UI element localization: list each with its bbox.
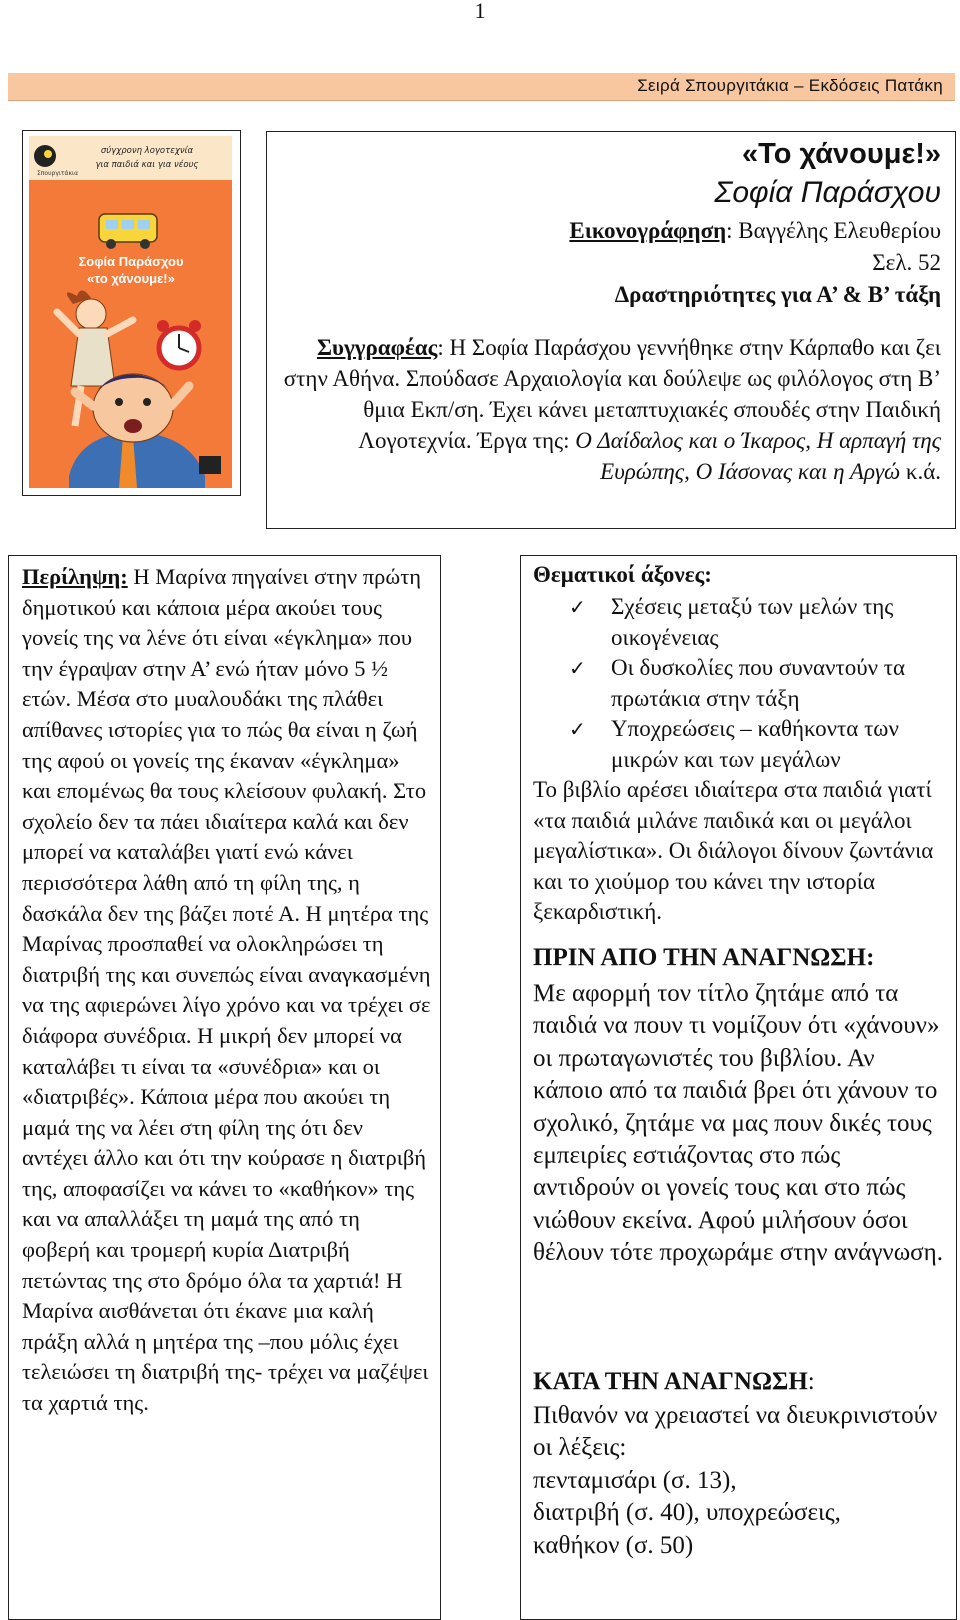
cover-title: «το χάνουμε!» <box>87 271 175 286</box>
during-reading-text <box>533 1400 948 1562</box>
checkmark-icon: ✓ <box>569 717 586 741</box>
checkmark-icon: ✓ <box>569 595 586 619</box>
theme-item <box>569 592 939 653</box>
before-reading-text: Με αφορμή τον τίτλο ζητάμε από τα παιδιά να πουν τι νομίζουν ότι «χάνουν» οι πρωταγωνιστές του βιβλίου. Αν κάποιο από τα παιδιά βρει ότι χάνουν το σχολικό, ζητάμε να μας πουν δικές τους εμπειρίες εστιάζοντας στο πώς αντιδρούν οι γονείς τους και στο πώς νιώθουν εκείνα. Αφού μιλήσουν όσοι θέλουν τότε προχωράμε στην ανάγνωση. <box>533 980 943 1267</box>
author-bio-label: Συγγραφέας <box>316 335 438 360</box>
author-bio <box>283 332 941 487</box>
illustrator-name: : Βαγγέλης Ελευθερίου <box>726 218 941 243</box>
series-header <box>8 73 955 101</box>
vocabulary-word: διατριβή (σ. 40), υποχρεώσεις, <box>533 1499 841 1527</box>
themes-note: Το βιβλίο αρέσει ιδιαίτερα στα παιδιά γιατί «τα παιδιά μιλάνε παιδικά και οι μεγάλοι μεγαλίστικα». Οι διάλογοι δίνουν ζωντάνια και το χιούμορ του κάνει την ιστορία ξεκαρδιστική. <box>533 777 934 924</box>
themes-list <box>569 592 939 775</box>
summary-paragraph <box>22 562 432 1419</box>
cover-tagline-1: σύγχρονη λογοτεχνία <box>100 146 194 156</box>
cover-publisher-mark: Σπουργιτάκια <box>37 170 79 177</box>
during-reading-colon: : <box>807 1368 815 1395</box>
illustrator-label: Εικονογράφηση <box>569 218 727 243</box>
summary-text: Η Μαρίνα πηγαίνει στην πρώτη δημοτικού και κάποια μέρα ακούει τους γονείς της να λένε ότι είναι «έγκλημα» που την έγραψαν στην Α’ ενώ ήταν μόνο 5 ½ ετών. Μέσα στο μυαλουδάκι της πλάθει απίθανες ιστορίες για το πώς θα είναι η ζωή της αφού οι γονείς της έκαναν «έγκλημα» και επομένως θα τους κλείσουν φυλακή. Στο σχολείο δεν τα πάει ιδιαίτερα καλά και δεν μπορεί να καταλάβει γιατί ενώ κάνει περισσότερα λάθη από τη φίλη της, η δασκάλα δεν της βάζει ποτέ Α. Η μητέρα της Μαρίνας προσπαθεί να ολοκληρώσει τη διατριβή της και συνεπώς είναι αναγκασμένη να της αφιερώνει λίγο χρόνο και να τρέχει σε διάφορα συνέδρια. Η μικρή δεν μπορεί να καταλάβει τι είναι τα «συνέδρια» και οι «διατριβές». Κάποια μέρα που ακούει τη μαμά της να λέει στη φίλη της ότι δεν αντέχει άλλο και ότι την κούρασε η διατριβή της, αποφασίζει να κάνει το «καθήκον» της και να απαλλάξει τη μαμά της από τη φοβερή και τρομερή κυρία Διατριβή πετώντας της στο δρόμο όλα τα χαρτιά! Η Μαρίνα αισθάνεται ότι έκανε μια καλή πράξη αλλά η μητέρα της –που μόλις έχει τελειώσει τη διατριβή της- τρέχει να μαζέψει τα χαρτιά της. <box>22 564 431 1416</box>
theme-item <box>569 653 939 714</box>
before-reading-heading: ΠΡΙΝ ΑΠΟ ΤΗΝ ΑΝΑΓΝΩΣΗ: <box>533 944 875 971</box>
series-label: Σειρά Σπουργιτάκια – Εκδόσεις Πατάκη <box>637 76 943 95</box>
alarm-clock-icon <box>157 320 201 368</box>
vocabulary-word: πενταμισάρι (σ. 13), <box>533 1466 737 1494</box>
activities-grade: Δραστηριότητες για Α’ & Β’ τάξη <box>614 282 941 307</box>
cover-illustration <box>29 136 232 488</box>
book-cover-image <box>29 136 232 488</box>
theme-item-text: Οι δυσκολίες που συναντούν τα πρωτάκια στην τάξη <box>611 655 906 711</box>
theme-item <box>569 714 939 775</box>
during-reading-intro: Πιθανόν να χρειαστεί να διευκρινιστούν οι λέξεις: <box>533 1402 938 1462</box>
publisher-logo-icon <box>199 456 221 474</box>
activities-box <box>520 555 957 1620</box>
page-count: Σελ. 52 <box>872 250 941 275</box>
book-author: Σοφία Παράσχου <box>714 176 941 209</box>
book-info-box <box>266 131 956 529</box>
theme-item-text: Σχέσεις μεταξύ των μελών της οικογένειας <box>611 594 894 650</box>
author-works: Ο Δαίδαλος και ο Ίκαρος, Η αρπαγή της Ευρώπης, Ο Ιάσονας και η Αργώ <box>575 428 941 484</box>
during-reading-heading: ΚΑΤΑ ΤΗΝ ΑΝΑΓΝΩΣΗ <box>533 1368 808 1395</box>
author-bio-text: : Η Σοφία Παράσχου γεννήθηκε στην Κάρπαθο και ζει στην Αθήνα. Σπούδασε Αρχαιολογία και δούλεψε ως φιλόλογος στη Β’ θμια Εκπ/ση. Έχει κάνει μεταπτυχιακές σπουδές στην Παιδική Λογοτεχνία. Έργα της: <box>283 335 941 453</box>
illustrator-line <box>569 218 941 244</box>
author-bio-tail: κ.ά. <box>900 459 941 484</box>
during-reading-heading-line <box>533 1368 815 1396</box>
summary-label: Περίληψη: <box>22 564 128 589</box>
summary-box <box>8 555 441 1620</box>
cover-tagline-2: για παιδιά και για νέους <box>95 160 199 170</box>
theme-item-text: Υποχρεώσεις – καθήκοντα των μικρών και των μεγάλων <box>611 716 899 772</box>
book-cover-frame <box>22 130 241 496</box>
vocabulary-word: καθήκον (σ. 50) <box>533 1531 694 1559</box>
checkmark-icon: ✓ <box>569 656 586 680</box>
book-title: «Το χάνουμε!» <box>742 138 941 170</box>
page-number: 1 <box>474 0 486 23</box>
cover-author: Σοφία Παράσχου <box>78 254 184 269</box>
themes-heading: Θεματικοί άξονες: <box>533 562 712 587</box>
